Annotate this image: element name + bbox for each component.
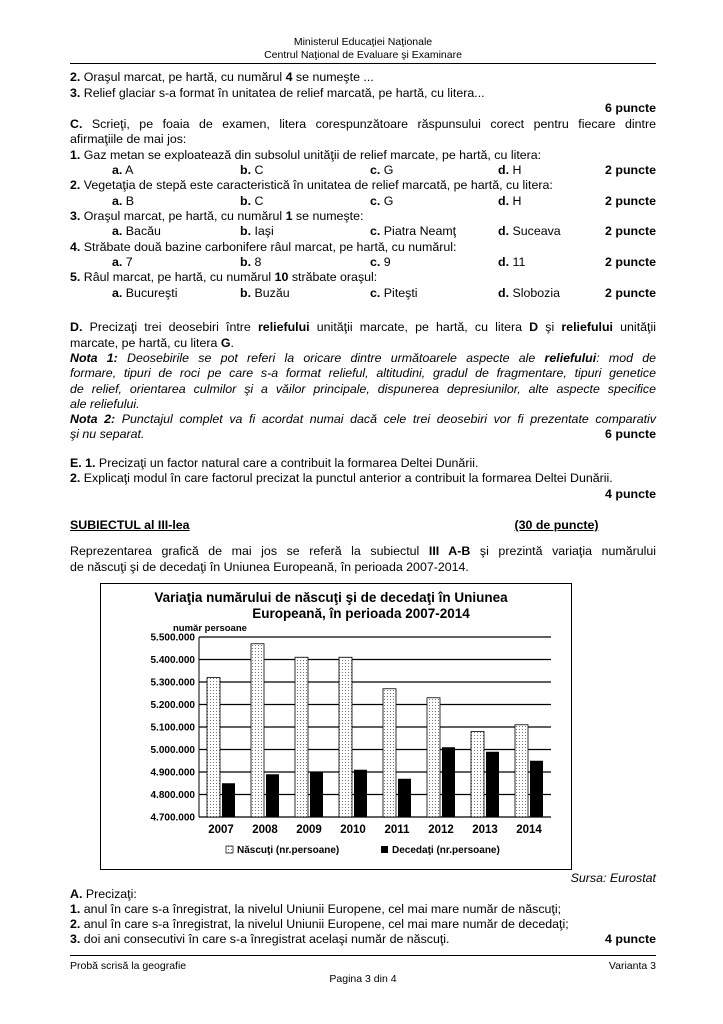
option-c: c. 9 [370, 255, 391, 269]
x-tick-label: 2011 [384, 824, 410, 836]
option-d: d. Slobozia [498, 286, 560, 300]
option-a: a. 7 [112, 255, 133, 269]
header-ministry: Ministerul Educaţiei Naţionale [293, 36, 433, 48]
d-nota1-line2: formare, tipuri de roci pe care s-a format relieful, altitudini, gradul de fragmentare, tipuri genetice [70, 366, 656, 380]
option-b: b. Iaşi [240, 224, 274, 238]
legend-swatch-births [226, 846, 233, 853]
b-question-3: 3. Relief glaciar s-a format în unitatea de relief marcată, pe hartă, cu litera... [70, 86, 485, 100]
bar-deaths-2009 [310, 772, 323, 817]
subject3-intro-cont: de născuţi şi de decedaţi în Uniunea Europeană, în perioada 2007-2014. [70, 560, 469, 574]
chart-frame [100, 583, 572, 870]
chart-source: Sursa: Eurostat [570, 871, 656, 885]
bar-births-2013 [471, 732, 484, 818]
option-a: a. A [112, 163, 134, 177]
subject3-intro: Reprezentarea grafică de mai jos se referă la subiectul III A-B şi prezintă variaţia numărului [70, 544, 656, 558]
x-tick-label: 2012 [428, 824, 454, 836]
e-question-1: E. 1. Precizaţi un factor natural care a contribuit la formarea Deltei Dunării. [70, 456, 479, 470]
y-tick-label: 5.000.000 [150, 745, 195, 756]
subject3-title: SUBIECTUL al III-lea [70, 518, 190, 532]
chart-title-line1: Variaţia numărului de născuţi şi de decedaţi în Uniunea [154, 590, 508, 605]
header-divider [70, 63, 656, 64]
bar-deaths-2011 [398, 779, 411, 817]
a-item-2: 2. anul în care s-a înregistrat, la nivelul Uniunii Europene, cel mai mare număr de decedaţi; [70, 917, 569, 931]
c-question-2: 2. Vegetaţia de stepă este caracteristică în unitatea de relief marcată, pe hartă, cu litera: [70, 178, 553, 192]
a-item-3: 3. doi ani consecutivi în care s-a înregistrat acelaşi număr de născuţi. [70, 932, 450, 946]
chart-x-ticks [208, 824, 542, 836]
d-nota1-line1: Nota 1: Deosebirile se pot referi la oricare dintre următoarele aspecte ale reliefului: mod de [70, 351, 656, 365]
y-tick-label: 4.900.000 [150, 767, 195, 779]
a-points: 4 puncte [605, 932, 656, 946]
footer-right: Varianta 3 [608, 960, 656, 972]
bar-births-2011 [383, 689, 396, 817]
bar-births-2012 [427, 698, 440, 817]
x-tick-label: 2008 [252, 824, 278, 836]
bar-births-2010 [339, 657, 352, 817]
x-tick-label: 2009 [296, 824, 322, 836]
x-tick-label: 2014 [516, 824, 542, 836]
option-a: a. Bacău [112, 224, 161, 238]
option-c: c. G [370, 163, 394, 177]
bar-births-2008 [251, 644, 264, 817]
option-c: c. Piatra Neamţ [370, 224, 457, 238]
d-question-line2: marcate, pe hartă, cu litera G. [70, 336, 234, 350]
y-tick-label: 5.100.000 [150, 722, 195, 734]
header-center: Centrul Naţional de Evaluare şi Examinare [264, 49, 462, 61]
option-b: b. 8 [240, 255, 262, 269]
points: 2 puncte [605, 163, 656, 177]
footer-left: Probă scrisă la geografie [70, 960, 187, 972]
births-deaths-chart [101, 584, 571, 869]
d-question-line1: D. Precizaţi trei deosebiri între reliefului unităţii marcate, pe hartă, cu litera D şi reliefului unităţii [70, 320, 656, 334]
chart-legend [226, 845, 500, 856]
d-nota2-line2: şi nu separat. [70, 427, 145, 441]
y-tick-label: 5.200.000 [150, 700, 195, 711]
points: 2 puncte [605, 286, 656, 300]
option-a: a. B [112, 194, 135, 208]
chart-ylabel: număr persoane [173, 623, 247, 634]
chart-y-ticks [151, 633, 196, 824]
b-question-2: 2. Oraşul marcat, pe hartă, cu numărul 4 se numeşte ... [70, 70, 374, 84]
e-points: 4 puncte [605, 487, 656, 501]
c-question-4: 4. Străbate două bazine carbonifere râul marcat, pe hartă, cu numărul: [70, 240, 457, 254]
x-tick-label: 2013 [472, 824, 498, 836]
d-points: 6 puncte [605, 427, 656, 441]
c-question-1: 1. Gaz metan se exploatează din subsolul unităţii de relief marcate, pe hartă, cu litera: [70, 148, 542, 162]
b-points: 6 puncte [605, 101, 656, 115]
legend-swatch-deaths [381, 846, 388, 853]
option-c: c. G [370, 194, 394, 208]
d-nota1-line3: de relief, orientarea culmilor şi a văilor principale, dispunerea depresiunilor, alte aspecte specifice [70, 382, 656, 396]
bar-births-2007 [207, 678, 220, 818]
option-d: d. Suceava [498, 224, 561, 238]
e-question-2: 2. Explicaţi modul în care factorul precizat la punctul anterior a contribuit la formarea Deltei Dunării. [70, 471, 613, 485]
bar-deaths-2008 [266, 774, 279, 817]
a-intro: A. Precizaţi: [70, 887, 137, 901]
y-tick-label: 4.800.000 [150, 790, 195, 801]
legend-label-deaths: Decedaţi (nr.persoane) [392, 845, 500, 856]
option-b: b. C [240, 163, 264, 177]
option-c: c. Piteşti [370, 286, 418, 300]
c-question-5: 5. Râul marcat, pe hartă, cu numărul 10 străbate oraşul: [70, 270, 378, 284]
option-a: a. Bucureşti [112, 286, 178, 300]
points: 2 puncte [605, 255, 656, 269]
legend-label-births: Născuţi (nr.persoane) [237, 845, 340, 856]
bar-deaths-2013 [486, 752, 499, 817]
option-d: d. H [498, 194, 522, 208]
chart-title-line2: Europeană, în perioada 2007-2014 [252, 606, 470, 621]
y-tick-label: 4.700.000 [150, 812, 195, 824]
points: 2 puncte [605, 224, 656, 238]
option-d: d. H [498, 163, 522, 177]
option-b: b. Buzău [240, 286, 290, 300]
y-tick-label: 5.300.000 [150, 677, 195, 689]
subject3-title-row [70, 518, 656, 533]
c-intro-cont: afirmaţiile de mai jos: [70, 132, 187, 146]
bar-births-2014 [515, 725, 528, 817]
option-b: b. C [240, 194, 264, 208]
bar-deaths-2012 [442, 747, 455, 817]
option-d: d. 11 [498, 255, 526, 269]
c-intro: C. Scrieţi, pe foaia de examen, litera corespunzătoare răspunsului corect pentru fiecare dintre [70, 117, 656, 131]
bar-deaths-2007 [222, 783, 235, 817]
c-question-3: 3. Oraşul marcat, pe hartă, cu numărul 1 se numeşte: [70, 209, 364, 223]
x-tick-label: 2010 [340, 824, 366, 836]
footer-page: Pagina 3 din 4 [329, 973, 397, 985]
subject3-points: (30 de puncte) [514, 518, 599, 532]
footer-divider [70, 955, 656, 956]
d-nota2-line1: Nota 2: Punctajul complet va fi acordat numai dacă cele trei deosebiri vor fi prezentate comparativ [70, 412, 656, 426]
d-nota1-line4: ale reliefului. [70, 397, 140, 411]
chart-bars [207, 644, 543, 817]
bar-births-2009 [295, 657, 308, 817]
a-item-1: 1. anul în care s-a înregistrat, la nivelul Uniunii Europene, cel mai mare număr de născuţi; [70, 902, 562, 916]
points: 2 puncte [605, 194, 656, 208]
y-tick-label: 5.400.000 [150, 655, 195, 666]
bar-deaths-2014 [530, 761, 543, 817]
y-tick-label: 5.500.000 [150, 632, 195, 644]
bar-deaths-2010 [354, 770, 367, 817]
x-tick-label: 2007 [208, 824, 234, 836]
